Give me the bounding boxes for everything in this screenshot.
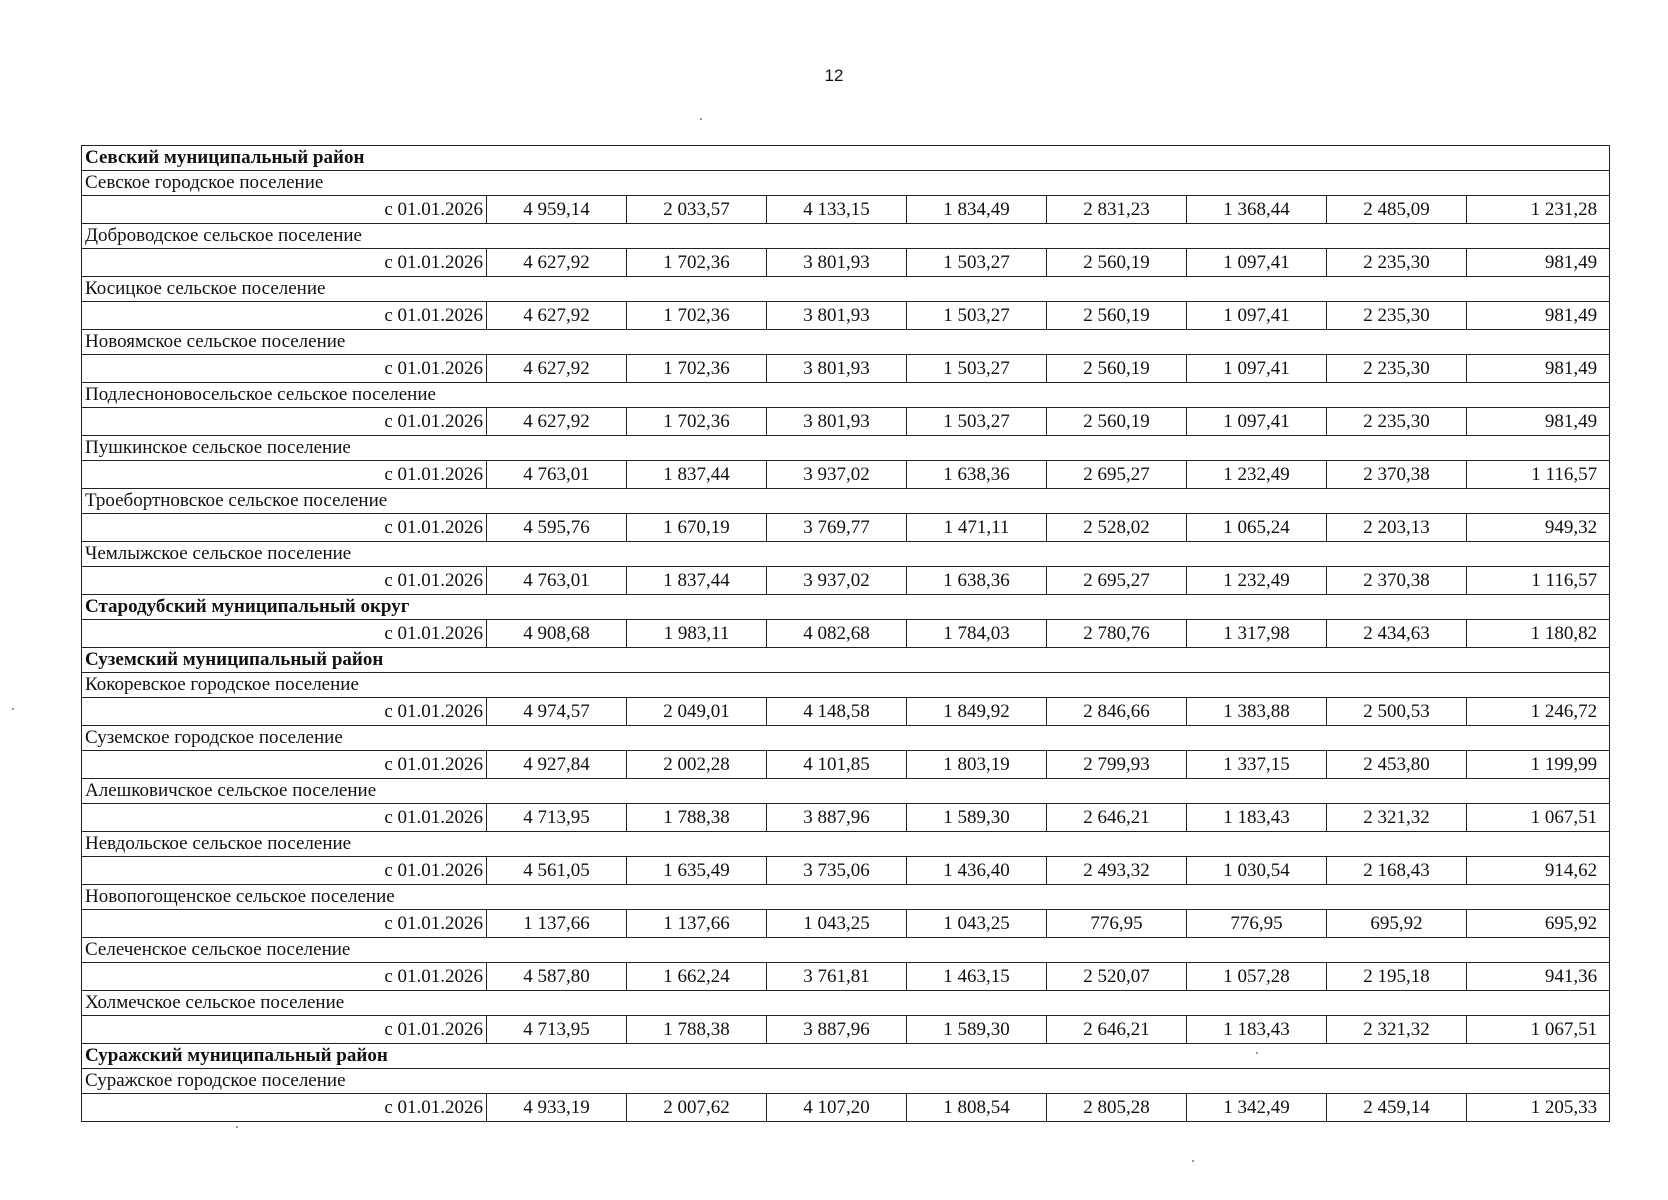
tariff-value-cell: 3 761,81 [767,963,907,991]
settlement-header-row [82,542,1610,567]
tariff-value-cell: 1 702,36 [627,408,767,436]
tariff-value-cell: 2 780,76 [1047,620,1187,648]
tariff-value-cell: 2 370,38 [1327,461,1467,489]
tariff-value-cell: 1 788,38 [627,1016,767,1044]
effective-date-cell: с 01.01.2026 [82,249,487,277]
tariff-value-cell: 1 180,82 [1467,620,1610,648]
settlement-name: Алешковичское сельское поселение [82,779,1610,804]
effective-date-cell: с 01.01.2026 [82,1016,487,1044]
tariff-value-cell: 981,49 [1467,355,1610,383]
tariff-value-cell: 4 082,68 [767,620,907,648]
tariff-value-cell: 4 763,01 [487,567,627,595]
tariff-value-cell: 2 007,62 [627,1094,767,1122]
tariff-value-cell: 695,92 [1467,910,1610,938]
tariff-value-cell: 2 168,43 [1327,857,1467,885]
effective-date-cell: с 01.01.2026 [82,804,487,832]
tariff-value-cell: 2 528,02 [1047,514,1187,542]
tariff-value-cell: 1 503,27 [907,355,1047,383]
tariff-value-cell: 1 057,28 [1187,963,1327,991]
tariff-value-cell: 1 808,54 [907,1094,1047,1122]
tariff-value-cell: 3 887,96 [767,804,907,832]
tariff-value-cell: 4 713,95 [487,1016,627,1044]
tariff-value-cell: 1 983,11 [627,620,767,648]
tariff-value-cell: 1 043,25 [907,910,1047,938]
tariff-value-cell: 4 107,20 [767,1094,907,1122]
settlement-header-row [82,938,1610,963]
tariff-value-cell: 2 799,93 [1047,751,1187,779]
settlement-name: Троебортновское сельское поселение [82,489,1610,514]
settlement-name: Доброводское сельское поселение [82,224,1610,249]
effective-date-cell: с 01.01.2026 [82,1094,487,1122]
tariff-value-cell: 1 183,43 [1187,804,1327,832]
tariff-value-cell: 1 471,11 [907,514,1047,542]
settlement-name: Кокоревское городское поселение [82,673,1610,698]
settlement-name: Подлесноновосельское сельское поселение [82,383,1610,408]
tariff-value-cell: 2 560,19 [1047,249,1187,277]
settlement-header-row [82,277,1610,302]
tariff-value-cell: 1 246,72 [1467,698,1610,726]
tariff-value-cell: 1 784,03 [907,620,1047,648]
tariff-value-cell: 1 043,25 [767,910,907,938]
tariff-value-cell: 2 235,30 [1327,302,1467,330]
effective-date-cell: с 01.01.2026 [82,514,487,542]
tariff-value-cell: 4 627,92 [487,302,627,330]
tariff-value-cell: 2 493,32 [1047,857,1187,885]
effective-date-cell: с 01.01.2026 [82,461,487,489]
tariff-value-cell: 981,49 [1467,408,1610,436]
tariff-value-cell: 2 321,32 [1327,1016,1467,1044]
tariff-value-cell: 4 627,92 [487,355,627,383]
tariff-value-cell: 981,49 [1467,249,1610,277]
tariff-value-cell: 2 321,32 [1327,804,1467,832]
settlement-header-row [82,991,1610,1016]
scan-speck [1192,1160,1194,1162]
tariff-values-row [82,804,1610,832]
tariff-value-cell: 2 500,53 [1327,698,1467,726]
tariff-value-cell: 1 137,66 [627,910,767,938]
tariff-value-cell: 2 195,18 [1327,963,1467,991]
tariff-values-row [82,196,1610,224]
tariff-value-cell: 1 205,33 [1467,1094,1610,1122]
tariff-value-cell: 1 232,49 [1187,567,1327,595]
tariff-value-cell: 4 627,92 [487,249,627,277]
tariff-values-row [82,249,1610,277]
tariff-value-cell: 1 670,19 [627,514,767,542]
tariff-value-cell: 4 148,58 [767,698,907,726]
settlement-header-row [82,832,1610,857]
tariff-values-row [82,620,1610,648]
settlement-header-row [82,171,1610,196]
tariff-value-cell: 1 662,24 [627,963,767,991]
tariff-value-cell: 1 702,36 [627,302,767,330]
tariff-value-cell: 1 638,36 [907,461,1047,489]
tariff-value-cell: 2 560,19 [1047,302,1187,330]
tariff-value-cell: 2 453,80 [1327,751,1467,779]
district-header-row [82,648,1610,673]
tariff-value-cell: 4 713,95 [487,804,627,832]
tariff-values-row [82,1016,1610,1044]
tariff-value-cell: 2 235,30 [1327,249,1467,277]
settlement-header-row [82,224,1610,249]
tariff-value-cell: 2 831,23 [1047,196,1187,224]
settlement-header-row [82,436,1610,461]
tariff-value-cell: 2 805,28 [1047,1094,1187,1122]
settlement-header-row [82,779,1610,804]
effective-date-cell: с 01.01.2026 [82,698,487,726]
settlement-name: Новоямское сельское поселение [82,330,1610,355]
tariff-value-cell: 2 370,38 [1327,567,1467,595]
settlement-name: Суземское городское поселение [82,726,1610,751]
tariff-value-cell: 1 232,49 [1187,461,1327,489]
tariff-value-cell: 2 459,14 [1327,1094,1467,1122]
tariff-value-cell: 695,92 [1327,910,1467,938]
scan-speck [1256,1052,1258,1054]
district-name: Суражский муниципальный район [82,1044,1610,1069]
tariff-value-cell: 2 846,66 [1047,698,1187,726]
tariff-value-cell: 981,49 [1467,302,1610,330]
tariff-value-cell: 1 097,41 [1187,249,1327,277]
effective-date-cell: с 01.01.2026 [82,857,487,885]
scan-speck [236,1126,238,1128]
tariff-value-cell: 4 974,57 [487,698,627,726]
tariff-value-cell: 1 503,27 [907,302,1047,330]
page-number: 12 [824,66,844,85]
settlement-name: Суражское городское поселение [82,1069,1610,1094]
tariff-value-cell: 4 933,19 [487,1094,627,1122]
tariff-value-cell: 1 589,30 [907,1016,1047,1044]
tariff-value-cell: 1 837,44 [627,461,767,489]
settlement-name: Невдольское сельское поселение [82,832,1610,857]
tariff-values-row [82,461,1610,489]
tariff-value-cell: 1 635,49 [627,857,767,885]
tariff-value-cell: 2 434,63 [1327,620,1467,648]
tariff-value-cell: 4 595,76 [487,514,627,542]
tariff-value-cell: 1 342,49 [1187,1094,1327,1122]
tariff-value-cell: 1 702,36 [627,355,767,383]
tariff-value-cell: 4 959,14 [487,196,627,224]
tariff-value-cell: 1 030,54 [1187,857,1327,885]
tariff-value-cell: 3 769,77 [767,514,907,542]
tariff-value-cell: 1 368,44 [1187,196,1327,224]
tariff-value-cell: 3 801,93 [767,249,907,277]
scan-speck [700,118,702,120]
effective-date-cell: с 01.01.2026 [82,196,487,224]
tariff-value-cell: 3 801,93 [767,302,907,330]
tariff-value-cell: 3 801,93 [767,408,907,436]
tariff-values-row [82,910,1610,938]
tariff-value-cell: 2 002,28 [627,751,767,779]
tariff-value-cell: 1 097,41 [1187,302,1327,330]
tariff-values-row [82,514,1610,542]
effective-date-cell: с 01.01.2026 [82,408,487,436]
tariff-table [81,145,1610,1122]
settlement-name: Холмечское сельское поселение [82,991,1610,1016]
tariff-values-row [82,751,1610,779]
effective-date-cell: с 01.01.2026 [82,567,487,595]
settlement-name: Севское городское поселение [82,171,1610,196]
tariff-value-cell: 3 801,93 [767,355,907,383]
tariff-value-cell: 4 133,15 [767,196,907,224]
tariff-value-cell: 3 937,02 [767,567,907,595]
district-name: Севский муниципальный район [82,146,1610,171]
tariff-value-cell: 2 235,30 [1327,408,1467,436]
tariff-value-cell: 1 503,27 [907,249,1047,277]
settlement-name: Селеченское сельское поселение [82,938,1610,963]
tariff-value-cell: 3 937,02 [767,461,907,489]
district-header-row [82,1044,1610,1069]
tariff-value-cell: 776,95 [1187,910,1327,938]
tariff-values-row [82,963,1610,991]
tariff-value-cell: 3 887,96 [767,1016,907,1044]
tariff-value-cell: 1 116,57 [1467,567,1610,595]
settlement-name: Чемлыжское сельское поселение [82,542,1610,567]
tariff-value-cell: 949,32 [1467,514,1610,542]
tariff-values-row [82,355,1610,383]
tariff-value-cell: 1 436,40 [907,857,1047,885]
tariff-value-cell: 3 735,06 [767,857,907,885]
tariff-value-cell: 1 183,43 [1187,1016,1327,1044]
tariff-value-cell: 4 763,01 [487,461,627,489]
tariff-value-cell: 4 908,68 [487,620,627,648]
tariff-value-cell: 1 788,38 [627,804,767,832]
tariff-value-cell: 1 503,27 [907,408,1047,436]
tariff-value-cell: 2 049,01 [627,698,767,726]
tariff-values-row [82,302,1610,330]
tariff-value-cell: 1 317,98 [1187,620,1327,648]
scan-speck [12,708,14,710]
tariff-values-row [82,567,1610,595]
settlement-name: Пушкинское сельское поселение [82,436,1610,461]
tariff-value-cell: 1 137,66 [487,910,627,938]
tariff-value-cell: 2 646,21 [1047,804,1187,832]
settlement-header-row [82,330,1610,355]
tariff-value-cell: 2 695,27 [1047,567,1187,595]
district-header-row [82,146,1610,171]
tariff-value-cell: 2 560,19 [1047,355,1187,383]
tariff-value-cell: 2 485,09 [1327,196,1467,224]
settlement-header-row [82,673,1610,698]
settlement-name: Косицкое сельское поселение [82,277,1610,302]
tariff-value-cell: 1 834,49 [907,196,1047,224]
tariff-value-cell: 1 837,44 [627,567,767,595]
tariff-value-cell: 2 033,57 [627,196,767,224]
tariff-values-row [82,857,1610,885]
settlement-header-row [82,726,1610,751]
tariff-value-cell: 941,36 [1467,963,1610,991]
tariff-value-cell: 1 383,88 [1187,698,1327,726]
tariff-value-cell: 1 067,51 [1467,1016,1610,1044]
tariff-value-cell: 2 560,19 [1047,408,1187,436]
tariff-value-cell: 1 849,92 [907,698,1047,726]
effective-date-cell: с 01.01.2026 [82,910,487,938]
tariff-value-cell: 1 638,36 [907,567,1047,595]
tariff-table-body [82,146,1610,1122]
tariff-value-cell: 2 646,21 [1047,1016,1187,1044]
settlement-name: Новопогощенское сельское поселение [82,885,1610,910]
district-header-row [82,595,1610,620]
tariff-value-cell: 776,95 [1047,910,1187,938]
tariff-value-cell: 1 337,15 [1187,751,1327,779]
tariff-value-cell: 1 463,15 [907,963,1047,991]
tariff-value-cell: 4 101,85 [767,751,907,779]
tariff-values-row [82,698,1610,726]
tariff-value-cell: 2 203,13 [1327,514,1467,542]
effective-date-cell: с 01.01.2026 [82,963,487,991]
settlement-header-row [82,383,1610,408]
effective-date-cell: с 01.01.2026 [82,620,487,648]
tariff-values-row [82,408,1610,436]
tariff-value-cell: 1 199,99 [1467,751,1610,779]
tariff-value-cell: 1 065,24 [1187,514,1327,542]
tariff-value-cell: 914,62 [1467,857,1610,885]
district-name: Стародубский муниципальный округ [82,595,1610,620]
tariff-value-cell: 1 702,36 [627,249,767,277]
district-name: Суземский муниципальный район [82,648,1610,673]
effective-date-cell: с 01.01.2026 [82,751,487,779]
effective-date-cell: с 01.01.2026 [82,355,487,383]
settlement-header-row [82,1069,1610,1094]
effective-date-cell: с 01.01.2026 [82,302,487,330]
tariff-value-cell: 1 589,30 [907,804,1047,832]
tariff-value-cell: 2 520,07 [1047,963,1187,991]
tariff-value-cell: 2 235,30 [1327,355,1467,383]
tariff-value-cell: 1 097,41 [1187,408,1327,436]
tariff-value-cell: 1 231,28 [1467,196,1610,224]
tariff-values-row [82,1094,1610,1122]
tariff-value-cell: 2 695,27 [1047,461,1187,489]
tariff-value-cell: 1 097,41 [1187,355,1327,383]
tariff-value-cell: 4 561,05 [487,857,627,885]
tariff-value-cell: 4 927,84 [487,751,627,779]
settlement-header-row [82,885,1610,910]
settlement-header-row [82,489,1610,514]
tariff-value-cell: 4 587,80 [487,963,627,991]
tariff-value-cell: 4 627,92 [487,408,627,436]
tariff-value-cell: 1 067,51 [1467,804,1610,832]
tariff-value-cell: 1 803,19 [907,751,1047,779]
tariff-value-cell: 1 116,57 [1467,461,1610,489]
